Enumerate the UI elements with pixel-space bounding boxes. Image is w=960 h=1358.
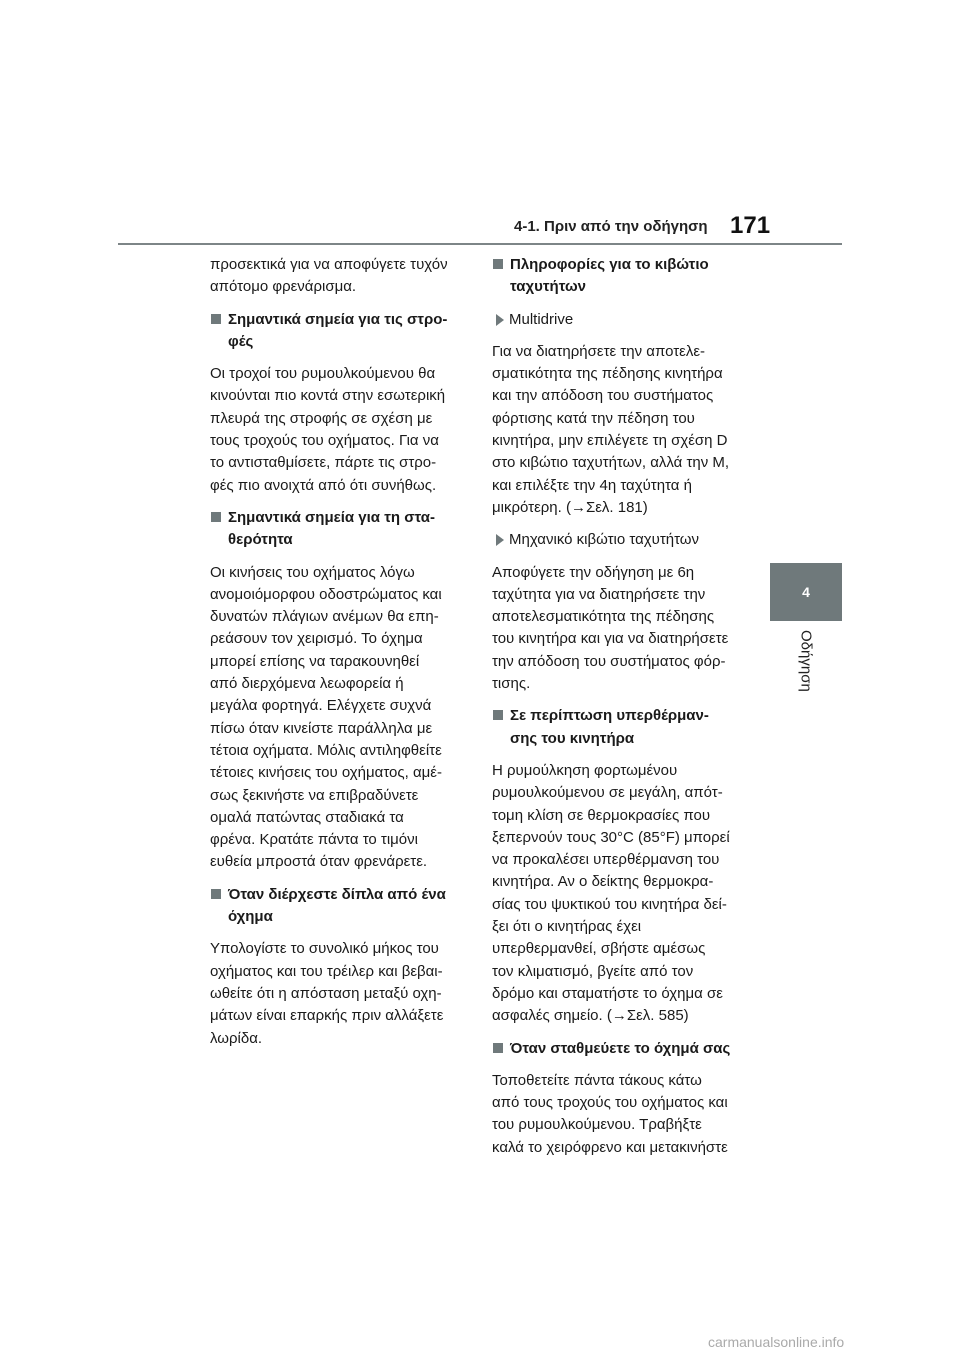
text-line: ωθείτε ότι η απόσταση μεταξύ οχη- — [210, 984, 442, 1002]
chapter-number: 4 — [802, 584, 810, 600]
text-line: Οι τροχοί του ρυμουλκούμενου θα — [210, 365, 436, 383]
text-line: αποτελεσματικότητα της πέδησης — [492, 608, 715, 626]
text-line: από τους τροχούς του οχήματος και — [492, 1094, 728, 1112]
text-line: του ρυμουλκούμενου. Τραβήξτε — [492, 1116, 702, 1134]
triangle-bullet-icon — [496, 534, 504, 546]
paragraph — [210, 254, 478, 299]
text-line: ρυμουλκούμενου σε μεγάλη, απότ- — [492, 784, 723, 802]
text-line: προσεκτικά για να αποφύγετε τυχόν — [210, 256, 448, 273]
text-line: σως ξεκινήστε να επιβραδύνετε — [210, 786, 419, 804]
paragraph — [492, 341, 762, 519]
paragraph — [210, 363, 478, 497]
text-line: Σημαντικά σημεία για τις στρο- — [228, 310, 448, 328]
text-line: φές — [228, 332, 254, 350]
section-heading — [492, 705, 762, 750]
triangle-bullet-icon — [496, 314, 504, 326]
text-line: Η ρυμούλκηση φορτωμένου — [492, 761, 678, 779]
text-line: και την απόδοση του συστήματος — [492, 387, 714, 405]
text-line: καλά το χειρόφρενο και μετακινήστε — [492, 1138, 728, 1156]
text-line: θερότητα — [228, 531, 293, 549]
text-line: να προκαλέσει υπερθέρμανση του — [492, 851, 720, 869]
text-line: πίσω όταν κινείστε παράλληλα με — [210, 719, 433, 737]
text-line: του κινητήρα και για να διατηρήσετε — [492, 630, 729, 648]
text-line: Υπολογίστε το συνολικό μήκος του — [210, 940, 439, 958]
text-line: Όταν σταθμεύετε το όχημά σας — [510, 1039, 731, 1057]
text-line: μικρότερη. (→Σελ. 181) — [492, 498, 648, 516]
section-heading — [210, 884, 478, 929]
text-line: δρόμο και σταματήστε το όχημα σε — [492, 984, 723, 1002]
text-line: ξει ότι ο κινητήρας έχει — [492, 918, 642, 936]
text-line: ασφαλές σημείο. (→Σελ. 585) — [492, 1007, 689, 1025]
text-line: φές πιο ανοιχτά από ότι συνήθως. — [210, 476, 437, 494]
watermark: carmanualsonline.info — [708, 1334, 845, 1350]
text-line: τέτοια οχήματα. Μόλις αντιληφθείτε — [210, 741, 442, 759]
square-bullet-icon — [493, 710, 503, 720]
text-line: ευθεία μπροστά όταν φρενάρετε. — [210, 853, 428, 871]
sub-heading — [492, 309, 762, 331]
left-column — [210, 254, 478, 1060]
square-bullet-icon — [493, 259, 503, 269]
text-line: Οι κινήσεις του οχήματος λόγω — [210, 563, 415, 581]
text-line: τομη κλίση σε θερμοκρασίες που — [492, 806, 711, 824]
text-line: τον κλιματισμό, βγείτε από τον — [492, 962, 694, 980]
text-line: Σε περίπτωση υπερθέρμαν- — [510, 707, 709, 725]
paragraph — [210, 938, 478, 1049]
chapter-label: Οδήγηση — [797, 630, 815, 692]
text-line: Πληροφορίες για το κιβώτιο — [510, 256, 709, 273]
text-line: δυνατών πλάγιων ανέμων θα επη- — [210, 608, 439, 626]
text-line: ανομοιόμορφου οδοστρώματος και — [210, 585, 442, 603]
square-bullet-icon — [211, 512, 221, 522]
text-line: ξεπερνούν τους 30°C (85°F) μπορεί — [492, 828, 730, 846]
text-line: μάτων είναι επαρκής πριν αλλάξετε — [210, 1007, 444, 1025]
text-line: όχημα — [228, 908, 273, 926]
text-line: κινητήρα, μην επιλέγετε τη σχέση D — [492, 432, 728, 450]
text-line: ομαλά πατώντας σταδιακά τα — [210, 808, 404, 826]
square-bullet-icon — [211, 889, 221, 899]
section-heading — [210, 309, 478, 354]
text-line: Αποφύγετε την οδήγηση με 6η — [492, 563, 695, 581]
square-bullet-icon — [211, 314, 221, 324]
text-line: Μηχανικό κιβώτιο ταχυτήτων — [509, 531, 700, 549]
text-line: φρένα. Κρατάτε πάντα το τιμόνι — [210, 831, 418, 849]
text-line: σματικότητα της πέδησης κινητήρα — [492, 365, 723, 383]
text-line: λωρίδα. — [210, 1029, 263, 1047]
text-line: σίας του ψυκτικού του κινητήρα δεί- — [492, 895, 727, 913]
text-line: Για να διατηρήσετε την αποτελε- — [492, 342, 706, 360]
text-line: Τοποθετείτε πάντα τάκους κάτω — [492, 1071, 702, 1089]
text-line: και επιλέξτε την 4η ταχύτητα ή — [492, 476, 692, 494]
chapter-tab — [770, 563, 842, 621]
text-line: πλευρά της στροφής σε σχέση με — [210, 409, 433, 427]
paragraph — [492, 562, 762, 696]
text-line: Multidrive — [509, 310, 574, 328]
paragraph — [210, 562, 478, 874]
header-rule — [118, 243, 842, 245]
right-column — [492, 254, 762, 1169]
square-bullet-icon — [493, 1043, 503, 1053]
text-line: κινητήρα. Αν ο δείκτης θερμοκρα- — [492, 873, 714, 891]
text-line: τέτοιες κινήσεις του οχήματος, αμέ- — [210, 764, 442, 782]
text-line: στο κιβώτιο ταχυτήτων, αλλά την M, — [492, 454, 730, 472]
text-line: το αντισταθμίσετε, πάρτε τις στρο- — [210, 454, 437, 472]
text-line: ταχύτητα για να διατηρήσετε την — [492, 585, 706, 603]
text-line: μπορεί επίσης να ταρακουνηθεί — [210, 652, 420, 670]
paragraph — [492, 1070, 762, 1159]
text-line: τους τροχούς του οχήματος. Για να — [210, 432, 439, 450]
text-line: ταχυτήτων — [510, 278, 587, 296]
text-line: υπερθερμανθεί, σβήστε αμέσως — [492, 940, 706, 958]
section-heading — [492, 254, 762, 299]
section-title: 4-1. Πριν από την οδήγηση — [514, 218, 708, 235]
text-line: από διερχόμενα λεωφορεία ή — [210, 675, 404, 693]
sub-heading — [492, 529, 762, 551]
section-heading — [492, 1038, 762, 1060]
text-line: Όταν διέρχεστε δίπλα από ένα — [228, 885, 446, 903]
text-line: απότομο φρενάρισμα. — [210, 278, 357, 296]
text-line: ρεάσουν τον χειρισμό. Το όχημα — [210, 630, 423, 648]
text-line: μεγάλα φορτηγά. Ελέγχετε συχνά — [210, 697, 432, 715]
text-line: κινούνται πιο κοντά στην εσωτερική — [210, 387, 446, 405]
text-line: την απόδοση του συστήματος φόρ- — [492, 652, 726, 670]
text-line: σης του κινητήρα — [510, 729, 635, 747]
page-number: 171 — [730, 212, 771, 239]
paragraph — [492, 760, 762, 1028]
section-heading — [210, 507, 478, 552]
text-line: τισης. — [492, 675, 531, 693]
text-line: φόρτισης κατά την πέδηση του — [492, 409, 695, 427]
text-line: οχήματος και του τρέιλερ και βεβαι- — [210, 962, 443, 980]
text-line: Σημαντικά σημεία για τη στα- — [228, 508, 435, 526]
